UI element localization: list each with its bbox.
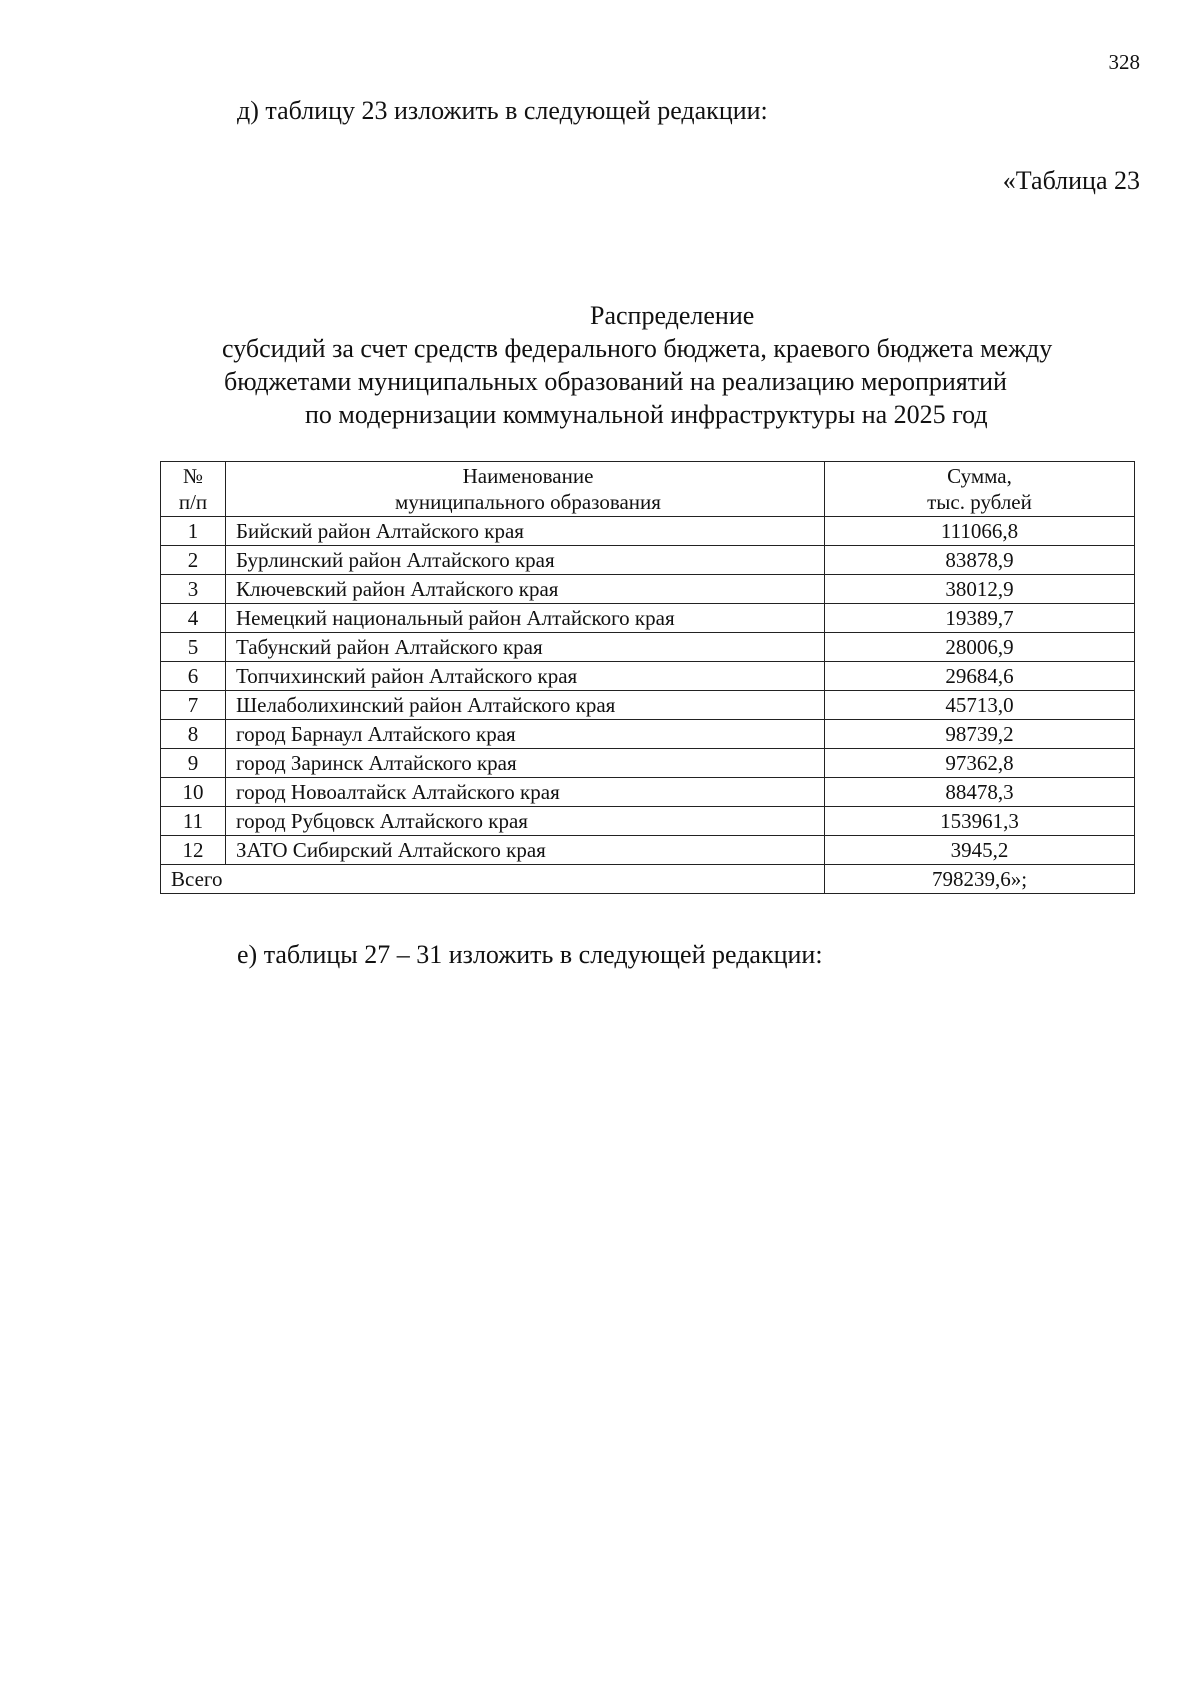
row-municipality: Табунский район Алтайского края: [226, 633, 825, 662]
header-number-line1: №: [182, 464, 204, 488]
row-municipality: город Заринск Алтайского края: [226, 749, 825, 778]
row-sum: 38012,9: [825, 575, 1135, 604]
table-row: [161, 720, 1135, 749]
row-number: 12: [161, 836, 226, 865]
amendment-intro-e: е) таблицы 27 – 31 изложить в следующей редакции:: [237, 940, 823, 969]
header-sum-line1: Сумма,: [947, 464, 1012, 488]
row-number: 8: [161, 720, 226, 749]
row-number: 1: [161, 517, 226, 546]
row-sum: 83878,9: [825, 546, 1135, 575]
header-sum: [825, 462, 1135, 517]
table-row: [161, 749, 1135, 778]
table-row: [161, 604, 1135, 633]
table-heading-line-1: субсидий за счет средств федерального бюджета, краевого бюджета между: [222, 334, 1053, 363]
row-municipality: Топчихинский район Алтайского края: [226, 662, 825, 691]
row-sum: 3945,2: [825, 836, 1135, 865]
row-number: 11: [161, 807, 226, 836]
table-heading-line-3: по модернизации коммунальной инфраструктуры на 2025 год: [305, 400, 988, 429]
total-label: Всего: [161, 865, 825, 894]
header-name-line2: муниципального образования: [395, 490, 661, 514]
table-row: [161, 778, 1135, 807]
header-number: [161, 462, 226, 517]
row-municipality: Ключевский район Алтайского края: [226, 575, 825, 604]
header-name-line1: Наименование: [462, 464, 594, 488]
row-sum: 98739,2: [825, 720, 1135, 749]
table-row: [161, 662, 1135, 691]
row-sum: 97362,8: [825, 749, 1135, 778]
table-body: [161, 517, 1135, 894]
table-row: [161, 807, 1135, 836]
row-number: 6: [161, 662, 226, 691]
table-row: [161, 836, 1135, 865]
header-name: [226, 462, 825, 517]
row-sum: 29684,6: [825, 662, 1135, 691]
table-header-row: [161, 462, 1135, 517]
row-number: 4: [161, 604, 226, 633]
header-number-line2: п/п: [178, 490, 208, 514]
row-number: 5: [161, 633, 226, 662]
row-number: 3: [161, 575, 226, 604]
table-reference: «Таблица 23: [1002, 166, 1140, 195]
table-row: [161, 575, 1135, 604]
row-number: 9: [161, 749, 226, 778]
row-sum: 45713,0: [825, 691, 1135, 720]
row-municipality: город Барнаул Алтайского края: [226, 720, 825, 749]
table-total-row: [161, 865, 1135, 894]
subsidy-distribution-table: [160, 461, 1135, 894]
row-sum: 88478,3: [825, 778, 1135, 807]
row-number: 2: [161, 546, 226, 575]
row-municipality: город Новоалтайск Алтайского края: [226, 778, 825, 807]
row-municipality: Немецкий национальный район Алтайского края: [226, 604, 825, 633]
table-heading-title: Распределение: [590, 301, 755, 330]
total-sum: 798239,6»;: [825, 865, 1135, 894]
row-municipality: ЗАТО Сибирский Алтайского края: [226, 836, 825, 865]
row-number: 7: [161, 691, 226, 720]
amendment-intro-d: д) таблицу 23 изложить в следующей редакции:: [237, 96, 768, 125]
row-number: 10: [161, 778, 226, 807]
table-row: [161, 517, 1135, 546]
row-municipality: Шелаболихинский район Алтайского края: [226, 691, 825, 720]
row-sum: 153961,3: [825, 807, 1135, 836]
header-sum-line2: тыс. рублей: [927, 490, 1032, 514]
page-number: 328: [1108, 50, 1140, 74]
table-row: [161, 633, 1135, 662]
row-sum: 28006,9: [825, 633, 1135, 662]
table-heading-line-2: бюджетами муниципальных образований на реализацию мероприятий: [224, 367, 1007, 396]
row-municipality: город Рубцовск Алтайского края: [226, 807, 825, 836]
table-row: [161, 691, 1135, 720]
table-row: [161, 546, 1135, 575]
row-municipality: Бурлинский район Алтайского края: [226, 546, 825, 575]
row-sum: 19389,7: [825, 604, 1135, 633]
row-municipality: Бийский район Алтайского края: [226, 517, 825, 546]
row-sum: 111066,8: [825, 517, 1135, 546]
